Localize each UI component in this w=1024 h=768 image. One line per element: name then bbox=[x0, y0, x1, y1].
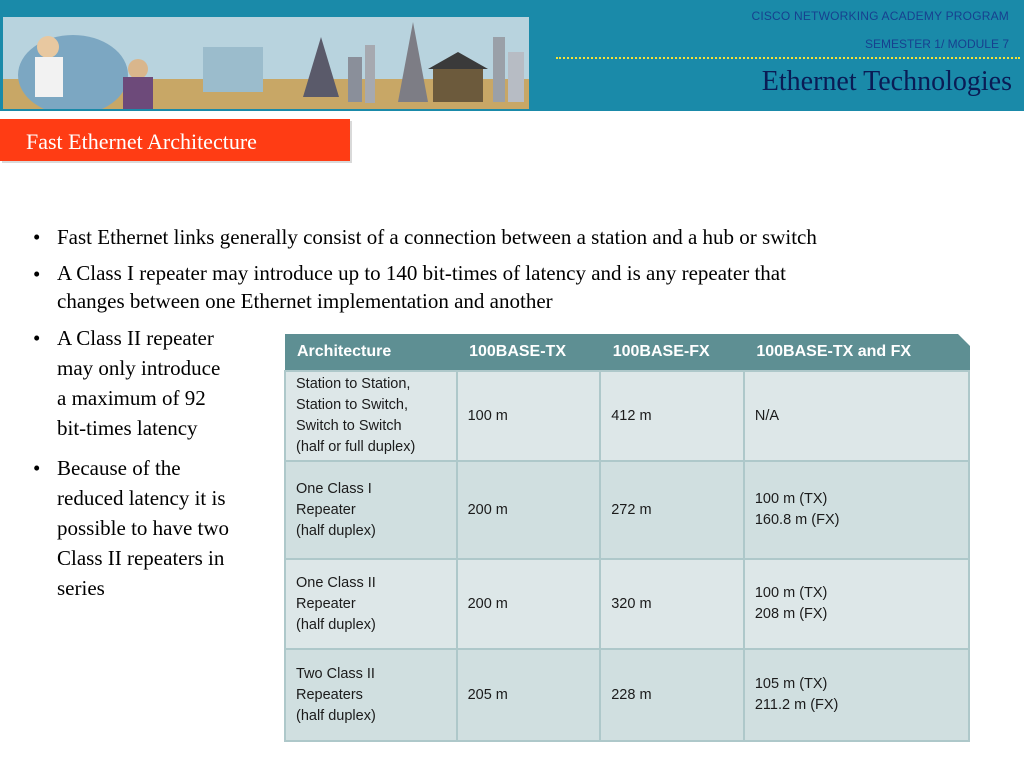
bullet-marker: • bbox=[33, 326, 41, 350]
column-header-100base-tx: 100BASE-TX bbox=[457, 334, 601, 371]
cell-line: 100 m (TX) bbox=[754, 585, 828, 601]
table-cell bbox=[600, 559, 744, 649]
cell-line: 412 m bbox=[611, 407, 652, 424]
bullet-line: series bbox=[57, 576, 105, 600]
bullet-line: A Class II repeater bbox=[57, 326, 214, 350]
bullet-item bbox=[33, 259, 1013, 319]
column-header-100base-fx: 100BASE-FX bbox=[600, 334, 744, 371]
bullet-item bbox=[33, 453, 273, 607]
cell-line: 200 m bbox=[467, 595, 508, 612]
section-title: Fast Ethernet Architecture bbox=[26, 129, 257, 154]
cell-line: One Class II bbox=[296, 574, 376, 591]
table-row bbox=[285, 649, 969, 741]
table-row bbox=[285, 461, 969, 559]
cell-line: Repeater bbox=[296, 501, 356, 518]
cell-line: (half or full duplex) bbox=[296, 439, 416, 455]
cell-line: 100 m (TX) bbox=[754, 491, 828, 507]
bullet-line: a maximum of 92 bbox=[57, 386, 206, 410]
table-cell bbox=[744, 461, 969, 559]
bullet-line: Fast Ethernet links generally consist of a connection between a station and a hub or switch bbox=[57, 225, 817, 249]
bullet-line: A Class I repeater may introduce up to 140 bit-times of latency and is any repeater that bbox=[57, 261, 786, 285]
cell-line: (half duplex) bbox=[296, 522, 376, 539]
cell-line: 200 m bbox=[467, 501, 508, 518]
cell-line: (half duplex) bbox=[296, 707, 376, 724]
table-cell bbox=[457, 559, 601, 649]
table-cell bbox=[744, 649, 969, 741]
cell-line: 228 m bbox=[611, 686, 652, 703]
column-header-tx-and-fx: 100BASE-TX and FX bbox=[744, 334, 969, 371]
program-name: CISCO NETWORKING ACADEMY PROGRAM bbox=[751, 9, 1009, 23]
cell-line: 211.2 m (FX) bbox=[754, 697, 839, 713]
cell-line: 272 m bbox=[611, 501, 652, 518]
section-title-box bbox=[0, 119, 350, 161]
cell-line: 105 m (TX) bbox=[754, 676, 828, 692]
table-cell-architecture bbox=[285, 461, 457, 559]
cell-line: 320 m bbox=[611, 595, 652, 612]
table-cell bbox=[457, 371, 601, 461]
table-cell-architecture bbox=[285, 559, 457, 649]
bullet-marker: • bbox=[33, 456, 41, 480]
cell-line: Station to Station, bbox=[296, 376, 411, 392]
bullet-line: reduced latency it is bbox=[57, 486, 226, 510]
cell-line: 205 m bbox=[467, 686, 508, 703]
course-title: Ethernet Technologies bbox=[761, 66, 1012, 97]
cell-line: 208 m (FX) bbox=[754, 606, 828, 622]
header-collage-image bbox=[3, 17, 529, 109]
table-cell-architecture bbox=[285, 371, 457, 461]
cell-line: Two Class II bbox=[296, 665, 375, 682]
bullet-item bbox=[33, 323, 273, 447]
table-cell bbox=[744, 559, 969, 649]
table-cell bbox=[457, 649, 601, 741]
bullet-line: changes between one Ethernet implementation and another bbox=[57, 289, 553, 313]
semester-module: SEMESTER 1/ MODULE 7 bbox=[864, 37, 1009, 51]
table-row bbox=[285, 559, 969, 649]
table-cell-architecture bbox=[285, 649, 457, 741]
table-row bbox=[285, 371, 969, 461]
bullet-line: bit-times latency bbox=[57, 416, 198, 440]
bullet-line: Because of the bbox=[57, 456, 181, 480]
table-corner-notch bbox=[958, 334, 970, 346]
dotted-divider bbox=[556, 57, 1020, 59]
cell-line: 100 m bbox=[467, 407, 508, 424]
cell-line: Repeaters bbox=[296, 686, 363, 703]
cell-line: Repeater bbox=[296, 595, 356, 612]
bullet-line: may only introduce bbox=[57, 356, 221, 380]
cell-line: N/A bbox=[754, 407, 780, 424]
bullet-marker: • bbox=[33, 225, 41, 249]
bullet-item bbox=[33, 222, 1013, 252]
cell-line: Switch to Switch bbox=[296, 418, 402, 434]
cell-line: One Class I bbox=[296, 480, 372, 497]
table-header-row bbox=[285, 334, 969, 371]
bullet-marker: • bbox=[33, 262, 41, 286]
header-band bbox=[0, 0, 1024, 111]
table-cell bbox=[600, 461, 744, 559]
table-cell bbox=[744, 371, 969, 461]
cell-line: Station to Switch, bbox=[296, 397, 409, 413]
cell-line: (half duplex) bbox=[296, 616, 376, 633]
table-cell bbox=[457, 461, 601, 559]
bullet-line: Class II repeaters in bbox=[57, 546, 225, 570]
bullet-line: possible to have two bbox=[57, 516, 230, 540]
column-header-architecture: Architecture bbox=[285, 334, 457, 371]
table-cell bbox=[600, 371, 744, 461]
cell-line: 160.8 m (FX) bbox=[754, 512, 840, 528]
distance-table bbox=[284, 334, 970, 740]
table-cell bbox=[600, 649, 744, 741]
